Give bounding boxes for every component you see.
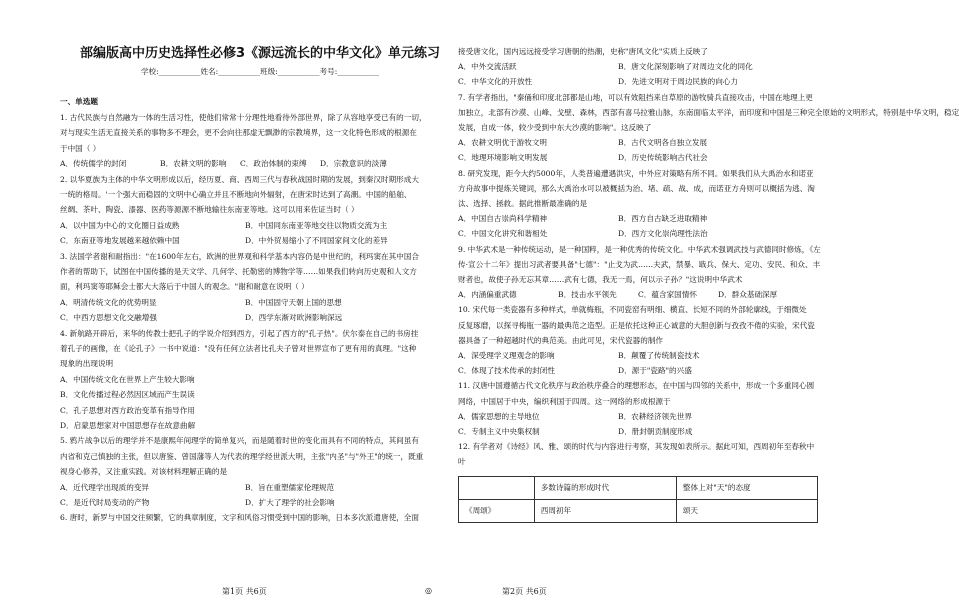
table-row bbox=[459, 499, 818, 522]
answer-option[interactable]: A．中外交流活跃 bbox=[458, 62, 517, 72]
answer-option[interactable]: D．扩大了理学的社会影响 bbox=[245, 498, 335, 507]
answer-option[interactable]: A．深受理学义理观念的影响 bbox=[458, 351, 555, 360]
question-text-line: 传·宣公十二年》提出习武者要具备"七德"："止戈为武……夫武，禁暴、戢兵、保大、定功、安民、和众、丰 bbox=[458, 259, 821, 269]
question-text-line: 器具备了一种超越时代的典范美。由此可见，宋代瓷器的制作 bbox=[458, 335, 664, 345]
question-text-line: 方舟故事中提炼关键词，那么大禹治水可以被概括为治、堵、疏、战、成，而诺亚方舟则可以概括为逃、淘 bbox=[458, 183, 815, 193]
question-text-line: 财者也，故使子孙无忘其章……武有七德，我无一焉，何以示子孙？"这说明中华武术 bbox=[458, 275, 743, 284]
answer-option[interactable]: C．体现了技术传承的封闭性 bbox=[458, 366, 555, 376]
answer-option[interactable]: B．中国同东南亚等地交往以物质交流为主 bbox=[245, 220, 388, 230]
answer-option[interactable]: C．孔子思想对西方政治变革有指导作用 bbox=[60, 405, 195, 415]
answer-option[interactable]: D．中外贸易缩小了不同国家间文化的差异 bbox=[245, 236, 388, 246]
answer-option[interactable]: C．地理环境影响文明发展 bbox=[458, 153, 548, 163]
question-text-line: 网络，中国居于中央，编织利国于四周。这一网络的形成根源于 bbox=[458, 396, 671, 406]
answer-option[interactable]: A．明清传统文化的优势明显 bbox=[60, 297, 157, 307]
question-text-line: 面，利玛窦等耶稣会士都大大落后于中国人的观念。"谢和耐意在说明（ ） bbox=[60, 282, 309, 292]
question-text-line: 1. 古代民族与自然融为一体的生活习性，使他们常常十分理性地看待外部世界，除了从容地享受已有的一切， bbox=[60, 113, 427, 122]
question-text-line: 汰、选择、拯救。据此推断最准确的是 bbox=[458, 199, 588, 208]
answer-option[interactable]: C．是近代时局变动的产物 bbox=[60, 498, 150, 507]
answer-option[interactable]: B．中国固守天朝上国的思想 bbox=[245, 297, 342, 307]
table-row bbox=[459, 476, 818, 499]
answer-option[interactable]: D．西学东渐对欧洲影响深远 bbox=[245, 313, 343, 323]
footer-divider-icon: ◎ bbox=[425, 586, 432, 595]
table-cell: 《周颂》 bbox=[459, 499, 535, 522]
answer-option[interactable]: D．源于"瓷路"的兴盛 bbox=[618, 366, 692, 376]
table-cell: 颂天 bbox=[676, 499, 817, 522]
question-text-line: 丝绸、茶叶、陶瓷、漆器、医药等源源不断地输往东南亚等地。这可以用来佐证当时（ ） bbox=[60, 205, 359, 215]
answer-option[interactable]: B．颠覆了传统制瓷技术 bbox=[618, 351, 700, 360]
table-cell: 西周初年 bbox=[534, 499, 676, 522]
answer-option[interactable]: C．中国文化讲究和谐相处 bbox=[458, 229, 548, 239]
question-text-line: 2. 以华夏族为主体的中华文明形成以后，经历夏、商、西周三代与春秋战国时期的发展，到秦汉时期形成大 bbox=[60, 174, 419, 184]
table-header-cell: 整体上对"天"的态度 bbox=[676, 476, 817, 499]
answer-option[interactable]: C．东南亚等地发展越来越依赖中国 bbox=[60, 236, 180, 246]
answer-option[interactable]: C．中华文化的开放性 bbox=[458, 77, 533, 87]
answer-option[interactable]: B．农耕经济领先世界 bbox=[618, 411, 692, 421]
answer-option[interactable]: B．文化传播过程必然因区域而产生误读 bbox=[60, 390, 195, 400]
answer-option[interactable]: A．近代理学出现质的变异 bbox=[60, 482, 150, 492]
answer-option[interactable]: B．西方自古缺乏进取精神 bbox=[618, 214, 708, 224]
answer-option[interactable]: B．唐文化深刻影响了对周边文化的同化 bbox=[618, 62, 753, 72]
answer-option[interactable]: D．册封朝贡制度形成 bbox=[618, 427, 693, 436]
answer-option[interactable]: A．农耕文明优于游牧文明 bbox=[458, 138, 548, 148]
question-text-line: 加独立，北部有沙漠、山峰、戈壁、森林，西部有喜马拉雅山脉，东南面临太平洋，而印度和中国是三种完全原始的文明形式，特别是中华文明，稳定 bbox=[458, 107, 959, 117]
answer-option[interactable]: A．中国自古崇尚科学精神 bbox=[458, 214, 548, 224]
question-text-line: 接受唐文化，国内远远接受学习唐朝的热潮，史称"唐风文化"实质上反映了 bbox=[458, 47, 708, 56]
question-text-line: 着孔子的画像，在《论孔子》一书中说道："没有任何立法者比孔夫子曾对世界宣布了更有用的真理。"这种 bbox=[60, 344, 417, 353]
question-text-line: 4. 新航路开辟后，来华的传教士把孔子的学说介绍到西方，引起了西方的"孔子热"。伏尔泰在自己的书房挂 bbox=[60, 328, 419, 338]
footer-page-right: 第2页 共6页 bbox=[502, 587, 547, 596]
table-header-cell: 多数诗篇的形成时代 bbox=[534, 476, 676, 499]
answer-option[interactable]: B．农耕文明的影响 bbox=[160, 159, 227, 169]
answer-option[interactable]: A．儒家思想的主导地位 bbox=[458, 411, 540, 421]
question-text-line: 反复琢磨，以探寻梅瓶一器的最典范之造型。正是依托这种正心诚意的大胆创新与孜孜不倦的实验，宋代瓷 bbox=[458, 320, 815, 330]
question-text-line: 叶 bbox=[458, 457, 466, 467]
section-heading: 一、单选题 bbox=[60, 97, 98, 106]
question-text-line: 6. 唐时，新罗与中国交往频繁，它的典章制度，文字和风俗习惯受到中国的影响，日本多次派遣唐使，全面 bbox=[60, 513, 419, 523]
question-text-line: 发展，自成一体，较少受到中东大沙漠的影响"。这反映了 bbox=[458, 123, 652, 132]
answer-option[interactable]: C．政治体制的束缚 bbox=[240, 159, 307, 169]
answer-option[interactable]: C．专制主义中央集权制 bbox=[458, 427, 540, 436]
question-text-line: 11. 汉唐中国遵循古代文化秩序与政治秩序叠合的理想形态，在中国与四邻的关系中，形成一个多重同心圆 bbox=[458, 381, 815, 391]
answer-option[interactable]: D．宗教意识的淡薄 bbox=[320, 159, 387, 169]
answer-option[interactable]: D．群众基础深厚 bbox=[718, 290, 778, 300]
answer-option[interactable]: D．先进文明对于周边民族的向心力 bbox=[618, 77, 738, 87]
question-text-line: 现象的出现说明 bbox=[60, 359, 114, 369]
question-text-line: 10. 宋代每一类瓷器有多种样式，单就梅瓶，不同瓷窑有明细、横直、长短不同的外部轮廓线，于细微处 bbox=[458, 305, 807, 315]
question-text-line: 8. 研究发现，距今大约5000年，人类普遍遭遇洪灾，中外应对策略有所不同。如果我们从大禹治水和诺亚 bbox=[458, 168, 814, 178]
table-header-cell bbox=[459, 476, 535, 499]
answer-option[interactable]: A．内涵偏重武德 bbox=[458, 290, 517, 300]
question-text-line: 对与现实生活无直接关系的事物多不理会，更不会向往那虚无飘渺的宗教境界，这一文化特色形成的根源在 bbox=[60, 128, 417, 138]
answer-option[interactable]: A．传统儒学的封闭 bbox=[60, 159, 127, 169]
answer-option[interactable]: D．启蒙思想家对中国思想存在故意曲解 bbox=[60, 421, 196, 430]
question-text-line: 一统的格局。'一个强大而稳固的文明中心确立并且不断地向外辐射，在唐宋时达到了高潮。中国的船舶、 bbox=[60, 190, 412, 199]
question-text-line: 作者的帮助下，试图在中国传播的是天文学、几何学、托勒密的博物学等……如果我们转向历史观和人文方 bbox=[60, 267, 417, 276]
question-text-line: 内省和克己慎独的主张，但以唐鉴、曾国藩等人为代表的理学经世派大明，主张"内圣"与"外王"的统一，既重 bbox=[60, 451, 424, 461]
answer-option[interactable]: C．中西方思想文化交融增强 bbox=[60, 313, 157, 323]
question-text-line: 3. 法国学者谢和耐指出："在1600年左右，欧洲的世界观和科学基本内容仍是中世纪的，利玛窦在其中国合 bbox=[60, 251, 420, 261]
answer-option[interactable]: D．历史传统影响古代社会 bbox=[618, 153, 708, 163]
question-text-line: 12. 有学者对《诗经》风、雅、颂的时代与内容进行考察，其发现如表所示。据此可知，西周初年至春秋中 bbox=[458, 442, 815, 452]
question-text-line: 于中国（ ） bbox=[60, 143, 101, 153]
question-text-line: 9. 中华武术是一种传统运动，是一种国粹，是一种优秀的传统文化。中华武术强调武技与武德同时修炼，《左 bbox=[458, 244, 821, 254]
page-title: 部编版高中历史选择性必修3《源远流长的中华文化》单元练习 bbox=[79, 46, 441, 61]
answer-option[interactable]: B．技击水平领先 bbox=[558, 290, 617, 300]
q12-table bbox=[458, 476, 818, 523]
answer-option[interactable]: A．以中国为中心的文化圈日益成熟 bbox=[60, 220, 180, 230]
answer-option[interactable]: B．古代文明各自独立发展 bbox=[618, 138, 708, 148]
student-info-line: 学校:___________姓名:___________班级:___________考号:___________ bbox=[140, 67, 380, 76]
answer-option[interactable]: B．旨在重塑儒家伦理规范 bbox=[245, 482, 335, 492]
answer-option[interactable]: A．中国传统文化在世界上产生较大影响 bbox=[60, 374, 195, 384]
answer-option[interactable]: D．西方文化崇尚理性法治 bbox=[618, 229, 708, 239]
answer-option[interactable]: C．蕴含家国情怀 bbox=[638, 290, 697, 300]
question-text-line: 5. 鸦片战争以后的理学并不是康熙年间理学的简单复兴，而是随着时世的变化而具有不同的特点，其间虽有 bbox=[60, 436, 419, 446]
question-text-line: 视身心修养，又注重实践。对该材料理解正确的是 bbox=[60, 467, 228, 477]
footer-page-left: 第1页 共6页 bbox=[222, 587, 267, 596]
question-text-line: 7. 有学者指出，"秦俑和印度北部都是山地，可以有效阻挡来自草原的游牧骑兵直接攻击，中国在地理上更 bbox=[458, 92, 813, 102]
